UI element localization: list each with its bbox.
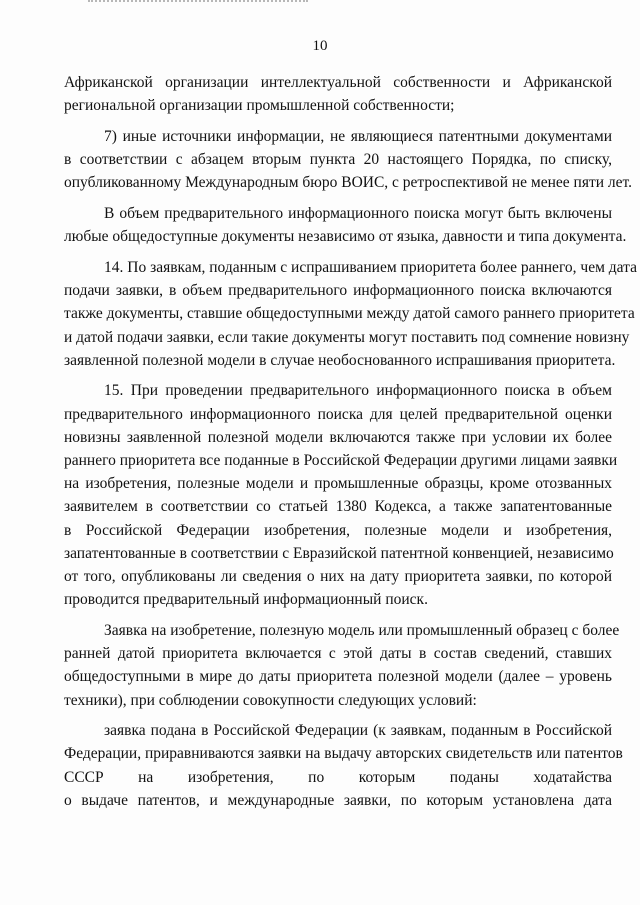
page-number: 10 bbox=[312, 38, 328, 54]
text-line: на изобретения, полезные модели и промышленные образцы, кроме отозванных bbox=[64, 475, 612, 493]
text-line: проводится предварительный информационный поиск. bbox=[64, 591, 428, 609]
text-line: СССР на изобретения, по которым поданы ходатайства bbox=[64, 768, 612, 786]
text-line: опубликованному Международным бюро ВОИС, с ретроспективой не менее пяти лет. bbox=[64, 174, 632, 192]
text-line: о выдаче патентов, и международные заявки, по которым установлена дата bbox=[64, 791, 612, 809]
text-line: раннего приоритета все поданные в Российской Федерации другими лицами заявки bbox=[64, 452, 618, 470]
text-line: от того, опубликованы ли сведения о них на дату приоритета заявки, по которой bbox=[64, 568, 612, 586]
text-line: заявка подана в Российской Федерации (к заявкам, поданным в Российской bbox=[104, 722, 612, 740]
text-line: любые общедоступные документы независимо от языка, давности и типа документа. bbox=[64, 228, 627, 246]
scan-artifact bbox=[88, 0, 308, 5]
text-line: предварительного информационного поиска для целей предварительной оценки bbox=[64, 405, 612, 423]
text-line: 7) иные источники информации, не являющиеся патентными документами bbox=[104, 127, 612, 145]
text-line: В объем предварительного информационного поиска могут быть включены bbox=[104, 205, 612, 223]
text-line: Федерации, приравниваются заявки на выдачу авторских свидетельств или патентов bbox=[64, 745, 623, 763]
text-line: Африканской организации интеллектуальной собственности и Африканской bbox=[64, 74, 612, 91]
paragraph-spacer bbox=[64, 611, 612, 619]
text-line: подачи заявки, в объем предварительного информационного поиска включаются bbox=[64, 282, 612, 300]
document-body bbox=[64, 71, 637, 812]
text-line: 14. По заявкам, поданным с испрашиванием приоритета более раннего, чем дата bbox=[104, 258, 637, 276]
paragraph-spacer bbox=[64, 248, 612, 256]
paragraph-spacer bbox=[64, 372, 612, 380]
text-line: техники), при соблюдении совокупности следующих условий: bbox=[64, 691, 477, 709]
text-line: новизны заявленной полезной модели включаются также при условии их более bbox=[64, 428, 612, 446]
text-line: ранней датой приоритета включается с этой даты в состав сведений, ставших bbox=[64, 645, 612, 663]
text-line: общедоступными в мире до даты приоритета полезной модели (далее – уровень bbox=[64, 668, 612, 686]
paragraph-spacer bbox=[64, 195, 612, 203]
text-line: заявленной полезной модели в случае необоснованного испрашивания приоритета. bbox=[64, 351, 616, 369]
text-line: и датой подачи заявки, если такие документы могут поставить под сомнение новизну bbox=[64, 328, 630, 346]
text-line: запатентованные в соответствии с Евразийской патентной конвенцией, независимо bbox=[64, 544, 614, 562]
text-line: региональной организации промышленной собственности; bbox=[64, 97, 455, 115]
text-line: в соответствии с абзацем вторым пункта 20 настоящего Порядка, по списку, bbox=[64, 151, 612, 169]
paragraph-spacer bbox=[64, 117, 612, 125]
text-line: 15. При проведении предварительного информационного поиска в объем bbox=[104, 382, 612, 400]
text-line: также документы, ставшие общедоступными между датой самого раннего приоритета bbox=[64, 305, 635, 323]
text-line: в Российской Федерации изобретения, полезные модели и изобретения, bbox=[64, 521, 612, 539]
text-line: Заявка на изобретение, полезную модель или промышленный образец с более bbox=[104, 621, 620, 639]
paragraph-spacer bbox=[64, 712, 612, 720]
text-line: заявителем в соответствии со статьей 1380 Кодекса, а также запатентованные bbox=[64, 498, 612, 516]
